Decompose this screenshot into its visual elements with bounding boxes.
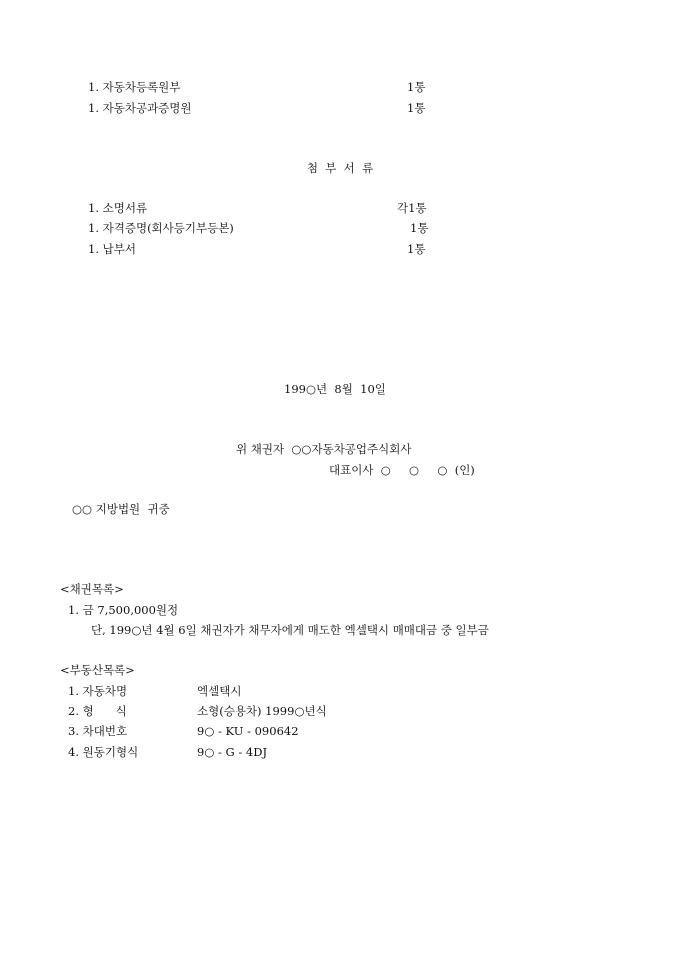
creditor-line: 위 채권자 ○○자동차공업주식회사 <box>236 442 412 456</box>
attachment-item: 1. 소명서류 <box>88 201 148 215</box>
attachment-qty: 1통 <box>410 221 429 235</box>
representative-line: 대표이사 ○ ○ ○ (인) <box>329 463 475 477</box>
property-label: 2. 형 식 <box>68 704 127 718</box>
claim-heading: <채권목록> <box>60 582 124 596</box>
property-value: 9○ - KU - 090642 <box>197 724 299 738</box>
property-value: 9○ - G - 4DJ <box>197 745 268 759</box>
property-label: 4. 원동기형식 <box>68 745 139 759</box>
property-value: 소형(승용차) 1999○년식 <box>197 704 327 718</box>
doc-list-item: 1. 자동차등록원부 <box>88 80 181 94</box>
doc-list-qty: 1통 <box>407 80 426 94</box>
property-label: 3. 차대번호 <box>68 724 128 738</box>
property-label: 1. 자동차명 <box>68 684 128 698</box>
claim-item: 1. 금 7,500,000원정 <box>68 603 179 617</box>
doc-list-item: 1. 자동차공과증명원 <box>88 101 192 115</box>
attachment-item: 1. 납부서 <box>88 242 136 256</box>
property-heading: <부동산목록> <box>60 663 135 677</box>
document-date: 199○년 8월 10일 <box>284 382 386 396</box>
property-value: 엑셀택시 <box>197 684 242 698</box>
attachment-item: 1. 자격증명(회사등기부등본) <box>88 221 234 235</box>
attachments-title: 첨 부 서 류 <box>306 161 374 175</box>
claim-detail: 단, 199○년 4월 6일 채권자가 채무자에게 매도한 엑셀택시 매매대금 중 일부금 <box>91 623 489 637</box>
doc-list-qty: 1통 <box>407 101 426 115</box>
attachment-qty: 각1통 <box>397 201 427 215</box>
attachment-qty: 1통 <box>407 242 426 256</box>
court-addressee: ○○ 지방법원 귀중 <box>72 502 170 516</box>
